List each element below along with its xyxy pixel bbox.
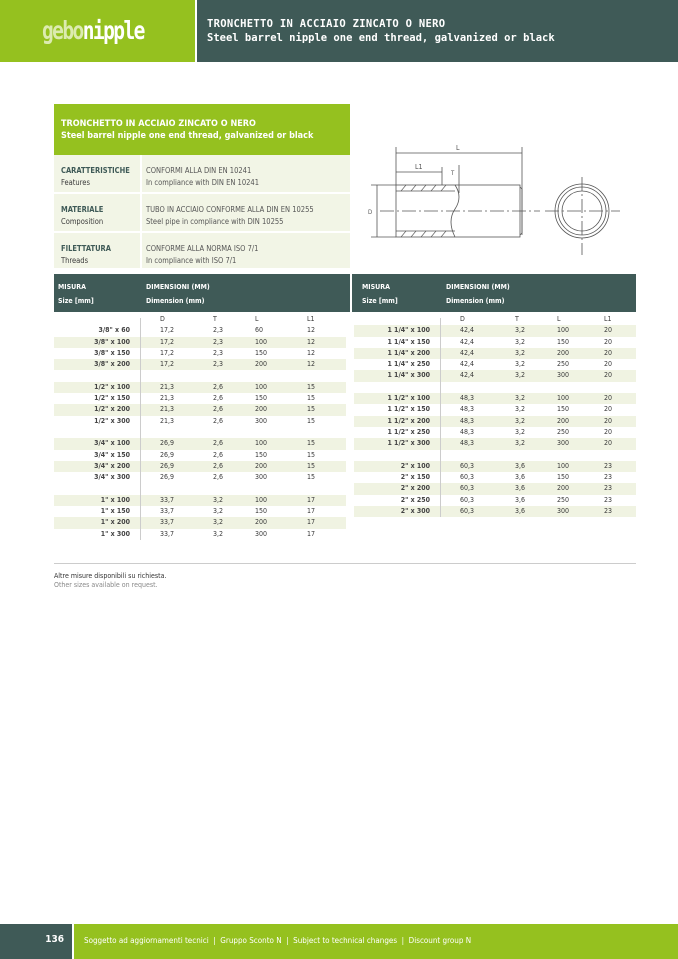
value-cell-l: 250 — [557, 495, 570, 504]
value-cell-t: 3,2 — [515, 337, 526, 346]
value-cell-l1: 20 — [604, 405, 613, 414]
column-header-t: T — [213, 315, 217, 323]
header-title-en: Steel barrel nipple one end thread, galvanized or black — [207, 32, 555, 44]
value-cell-d: 33,7 — [160, 495, 175, 504]
value-cell-d: 42,4 — [460, 326, 475, 335]
value-cell-l1: 17 — [307, 507, 316, 516]
value-cell-t: 2,6 — [213, 405, 224, 414]
spec-title-en: Steel barrel nipple one end thread, galvanized or black — [61, 131, 314, 141]
group-spacer — [354, 450, 636, 461]
value-cell-d: 60,3 — [460, 484, 475, 493]
value-cell-d: 17,2 — [160, 326, 175, 335]
value-cell-d: 21,3 — [160, 382, 175, 391]
page-number: 136 — [0, 924, 72, 959]
size-cell: 3/8" x 60 — [98, 326, 130, 335]
value-cell-t: 3,2 — [515, 394, 526, 403]
value-cell-t: 3,2 — [213, 495, 224, 504]
value-cell-d: 42,4 — [460, 371, 475, 380]
size-cell: 1 1/2" x 200 — [387, 416, 430, 425]
header-size-it: MISURA — [362, 283, 390, 291]
value-cell-l: 100 — [557, 326, 570, 335]
spec-key-it: MATERIALE — [61, 205, 104, 214]
value-cell-l1: 17 — [307, 495, 316, 504]
size-cell: 1 1/4" x 250 — [387, 360, 430, 369]
value-cell-t: 3,2 — [515, 326, 526, 335]
table-row — [354, 427, 636, 438]
value-cell-t: 3,2 — [213, 507, 224, 516]
value-cell-t: 3,6 — [515, 461, 526, 470]
value-cell-l: 150 — [255, 394, 268, 403]
value-cell-d: 60,3 — [460, 495, 475, 504]
table-row — [54, 382, 346, 393]
value-cell-l1: 15 — [307, 439, 316, 448]
column-header-d: D — [160, 315, 165, 323]
value-cell-t: 2,3 — [213, 360, 224, 369]
value-cell-l: 200 — [557, 484, 570, 493]
value-cell-l1: 12 — [307, 348, 316, 357]
value-cell-l: 200 — [557, 348, 570, 357]
column-header-l1: L1 — [604, 315, 612, 323]
value-cell-d: 48,3 — [460, 405, 475, 414]
header-size-en: Size [mm] — [58, 297, 94, 305]
size-cell: 2" x 150 — [400, 473, 430, 482]
value-cell-l1: 17 — [307, 529, 316, 538]
size-cell: 1 1/2" x 150 — [387, 405, 430, 414]
table-row — [354, 359, 636, 370]
spec-row-threads — [54, 233, 350, 270]
drawing-label-T: T — [451, 170, 455, 177]
value-cell-d: 17,2 — [160, 360, 175, 369]
value-cell-d: 17,2 — [160, 337, 175, 346]
table-row — [354, 337, 636, 348]
value-cell-t: 2,6 — [213, 382, 224, 391]
table-row — [54, 404, 346, 415]
table-row — [354, 438, 636, 449]
table-row — [354, 483, 636, 494]
value-cell-l1: 20 — [604, 439, 613, 448]
value-cell-t: 2,3 — [213, 337, 224, 346]
size-cell: 3/8" x 150 — [94, 348, 130, 357]
group-spacer — [54, 370, 346, 381]
value-cell-d: 21,3 — [160, 394, 175, 403]
value-cell-t: 2,3 — [213, 326, 224, 335]
size-cell: 3/4" x 100 — [94, 439, 130, 448]
spec-value-it: CONFORME ALLA NORMA ISO 7/1 — [146, 244, 259, 253]
size-cell: 1" x 200 — [100, 518, 130, 527]
value-cell-t: 2,6 — [213, 394, 224, 403]
spec-value-it: CONFORMI ALLA DIN EN 10241 — [146, 166, 252, 175]
footer-text: Soggetto ad aggiornamenti tecnici | Gruppo Sconto N | Subject to technical changes | Discount group N — [74, 924, 678, 959]
spec-key-it: CARATTERISTICHE — [61, 166, 130, 175]
note-it: Altre misure disponibili su richiesta. — [54, 572, 167, 580]
value-cell-d: 48,3 — [460, 439, 475, 448]
dimension-table-left — [54, 314, 346, 540]
size-cell: 1 1/2" x 250 — [387, 427, 430, 436]
size-cell: 1/2" x 100 — [94, 382, 130, 391]
column-divider — [440, 318, 441, 517]
value-cell-d: 42,4 — [460, 360, 475, 369]
table-row — [54, 461, 346, 472]
spec-title-it: TRONCHETTO IN ACCIAIO ZINCATO O NERO — [61, 119, 256, 129]
table-row — [354, 348, 636, 359]
value-cell-l1: 20 — [604, 416, 613, 425]
size-cell: 2" x 250 — [400, 495, 430, 504]
header-size-it: MISURA — [58, 283, 86, 291]
value-cell-l: 300 — [255, 416, 268, 425]
value-cell-t: 2,6 — [213, 439, 224, 448]
value-cell-t: 3,2 — [515, 360, 526, 369]
value-cell-l: 250 — [557, 427, 570, 436]
value-cell-d: 26,9 — [160, 450, 175, 459]
value-cell-l1: 23 — [604, 473, 613, 482]
spec-value-en: In compliance with DIN EN 10241 — [146, 178, 260, 187]
value-cell-l: 150 — [557, 473, 570, 482]
value-cell-t: 3,2 — [213, 529, 224, 538]
group-spacer — [354, 382, 636, 393]
value-cell-d: 21,3 — [160, 405, 175, 414]
table-row — [54, 506, 346, 517]
value-cell-t: 3,2 — [515, 371, 526, 380]
value-cell-l1: 20 — [604, 348, 613, 357]
table-row — [354, 506, 636, 517]
size-cell: 1/2" x 300 — [94, 416, 130, 425]
value-cell-l1: 20 — [604, 371, 613, 380]
value-cell-l1: 12 — [307, 360, 316, 369]
value-cell-l: 150 — [255, 348, 268, 357]
drawing-label-L1: L1 — [415, 163, 423, 171]
table-row — [54, 517, 346, 528]
value-cell-l: 150 — [557, 337, 570, 346]
size-cell: 1 1/4" x 100 — [387, 326, 430, 335]
table-header-right — [352, 274, 636, 312]
header-dim-it: DIMENSIONI (MM) — [146, 283, 210, 291]
value-cell-t: 3,2 — [515, 416, 526, 425]
group-spacer — [54, 483, 346, 494]
value-cell-d: 26,9 — [160, 473, 175, 482]
table-row — [54, 359, 346, 370]
size-cell: 2" x 100 — [400, 461, 430, 470]
value-cell-l1: 15 — [307, 382, 316, 391]
table-row — [54, 325, 346, 336]
table-row — [54, 438, 346, 449]
size-cell: 1/2" x 200 — [94, 405, 130, 414]
value-cell-l1: 23 — [604, 495, 613, 504]
value-cell-d: 42,4 — [460, 337, 475, 346]
size-cell: 1" x 300 — [100, 529, 130, 538]
value-cell-l: 150 — [255, 450, 268, 459]
value-cell-t: 3,2 — [515, 405, 526, 414]
value-cell-d: 48,3 — [460, 427, 475, 436]
value-cell-d: 60,3 — [460, 507, 475, 516]
value-cell-t: 3,6 — [515, 484, 526, 493]
table-row — [354, 472, 636, 483]
value-cell-l1: 15 — [307, 405, 316, 414]
group-spacer — [54, 427, 346, 438]
value-cell-l: 60 — [255, 326, 264, 335]
technical-drawing — [355, 135, 635, 265]
spec-value-en: In compliance with ISO 7/1 — [146, 256, 237, 265]
note-en: Other sizes available on request. — [54, 581, 158, 589]
size-cell: 1 1/2" x 100 — [387, 394, 430, 403]
value-cell-l1: 12 — [307, 337, 316, 346]
value-cell-l1: 20 — [604, 360, 613, 369]
spec-key-en: Threads — [61, 256, 89, 265]
table-row — [54, 529, 346, 540]
table-row — [54, 495, 346, 506]
drawing-label-L: L — [456, 144, 460, 152]
size-cell: 1" x 100 — [100, 495, 130, 504]
value-cell-d: 26,9 — [160, 461, 175, 470]
value-cell-d: 33,7 — [160, 518, 175, 527]
value-cell-l: 250 — [557, 360, 570, 369]
value-cell-l1: 20 — [604, 427, 613, 436]
size-cell: 2" x 200 — [400, 484, 430, 493]
spec-key-en: Features — [61, 178, 90, 187]
value-cell-t: 3,2 — [515, 348, 526, 357]
table-row — [354, 461, 636, 472]
value-cell-l1: 23 — [604, 507, 613, 516]
table-row — [54, 416, 346, 427]
header-dim-en: Dimension (mm) — [146, 297, 205, 305]
value-cell-l1: 15 — [307, 473, 316, 482]
table-header-left — [54, 274, 350, 312]
value-cell-t: 3,6 — [515, 473, 526, 482]
value-cell-l1: 23 — [604, 461, 613, 470]
value-cell-l: 100 — [255, 337, 268, 346]
size-cell: 3/8" x 200 — [94, 360, 130, 369]
size-cell: 2" x 300 — [400, 507, 430, 516]
header-title-it: TRONCHETTO IN ACCIAIO ZINCATO O NERO — [207, 18, 446, 30]
value-cell-l: 300 — [557, 371, 570, 380]
value-cell-d: 60,3 — [460, 473, 475, 482]
value-cell-l1: 20 — [604, 337, 613, 346]
size-cell: 3/4" x 150 — [94, 450, 130, 459]
value-cell-t: 2,6 — [213, 450, 224, 459]
value-cell-l: 100 — [557, 461, 570, 470]
size-cell: 1" x 150 — [100, 507, 130, 516]
table-row — [354, 325, 636, 336]
spec-row-composition — [54, 194, 350, 233]
value-cell-l1: 23 — [604, 484, 613, 493]
spec-key-en: Composition — [61, 217, 104, 226]
spec-key-it: FILETTATURA — [61, 244, 111, 253]
spec-box — [54, 104, 350, 270]
table-row — [354, 393, 636, 404]
size-cell: 1/2" x 150 — [94, 394, 130, 403]
table-row — [54, 393, 346, 404]
value-cell-l1: 20 — [604, 326, 613, 335]
value-cell-d: 48,3 — [460, 416, 475, 425]
value-cell-d: 33,7 — [160, 507, 175, 516]
value-cell-l1: 15 — [307, 450, 316, 459]
spec-value-it: TUBO IN ACCIAIO CONFORME ALLA DIN EN 10255 — [146, 205, 314, 214]
value-cell-l1: 15 — [307, 394, 316, 403]
size-cell: 1 1/2" x 300 — [387, 439, 430, 448]
value-cell-l: 150 — [557, 405, 570, 414]
size-cell: 3/8" x 100 — [94, 337, 130, 346]
value-cell-l: 200 — [255, 405, 268, 414]
table-row — [54, 450, 346, 461]
table-row — [54, 472, 346, 483]
header-dim-it: DIMENSIONI (MM) — [446, 283, 510, 291]
spec-row-features — [54, 155, 350, 194]
value-cell-l1: 15 — [307, 461, 316, 470]
size-cell: 3/4" x 200 — [94, 461, 130, 470]
column-header-d: D — [460, 315, 465, 323]
table-row — [354, 495, 636, 506]
value-cell-d: 17,2 — [160, 348, 175, 357]
column-header-l1: L1 — [307, 315, 315, 323]
drawing-label-D: D — [368, 209, 373, 216]
table-column-header-row — [54, 314, 346, 325]
value-cell-d: 60,3 — [460, 461, 475, 470]
value-cell-t: 3,2 — [213, 518, 224, 527]
value-cell-l: 150 — [255, 507, 268, 516]
value-cell-t: 2,3 — [213, 348, 224, 357]
value-cell-l: 100 — [255, 439, 268, 448]
divider — [54, 563, 636, 564]
value-cell-t: 2,6 — [213, 473, 224, 482]
value-cell-l: 300 — [557, 507, 570, 516]
value-cell-l1: 20 — [604, 394, 613, 403]
value-cell-l1: 12 — [307, 326, 316, 335]
value-cell-l: 200 — [255, 518, 268, 527]
value-cell-l: 100 — [255, 495, 268, 504]
gebonipple-logo: gebonipple — [42, 16, 144, 45]
value-cell-l: 200 — [557, 416, 570, 425]
size-cell: 3/4" x 300 — [94, 473, 130, 482]
table-row — [354, 370, 636, 381]
value-cell-t: 2,6 — [213, 461, 224, 470]
header-dim-en: Dimension (mm) — [446, 297, 505, 305]
column-divider — [140, 318, 141, 540]
dimension-table-right — [354, 314, 636, 517]
header-brand-bar — [0, 0, 195, 62]
value-cell-l1: 15 — [307, 416, 316, 425]
value-cell-l: 100 — [557, 394, 570, 403]
size-cell: 1 1/4" x 150 — [387, 337, 430, 346]
value-cell-t: 2,6 — [213, 416, 224, 425]
value-cell-l: 300 — [255, 529, 268, 538]
spec-value-en: Steel pipe in compliance with DIN 10255 — [146, 217, 284, 226]
value-cell-l1: 17 — [307, 518, 316, 527]
value-cell-l: 200 — [255, 461, 268, 470]
value-cell-d: 33,7 — [160, 529, 175, 538]
value-cell-t: 3,2 — [515, 439, 526, 448]
column-header-l: L — [557, 315, 561, 323]
table-row — [354, 416, 636, 427]
table-row — [354, 404, 636, 415]
table-row — [54, 337, 346, 348]
table-column-header-row — [354, 314, 636, 325]
header-size-en: Size [mm] — [362, 297, 398, 305]
column-header-l: L — [255, 315, 259, 323]
value-cell-l: 200 — [255, 360, 268, 369]
value-cell-d: 48,3 — [460, 394, 475, 403]
value-cell-d: 42,4 — [460, 348, 475, 357]
table-row — [54, 348, 346, 359]
value-cell-d: 26,9 — [160, 439, 175, 448]
column-header-t: T — [515, 315, 519, 323]
value-cell-t: 3,6 — [515, 495, 526, 504]
value-cell-d: 21,3 — [160, 416, 175, 425]
spec-title — [54, 104, 350, 155]
value-cell-t: 3,6 — [515, 507, 526, 516]
size-cell: 1 1/4" x 200 — [387, 348, 430, 357]
value-cell-t: 3,2 — [515, 427, 526, 436]
size-cell: 1 1/4" x 300 — [387, 371, 430, 380]
header-title-bar — [197, 0, 678, 62]
value-cell-l: 300 — [557, 439, 570, 448]
value-cell-l: 100 — [255, 382, 268, 391]
value-cell-l: 300 — [255, 473, 268, 482]
